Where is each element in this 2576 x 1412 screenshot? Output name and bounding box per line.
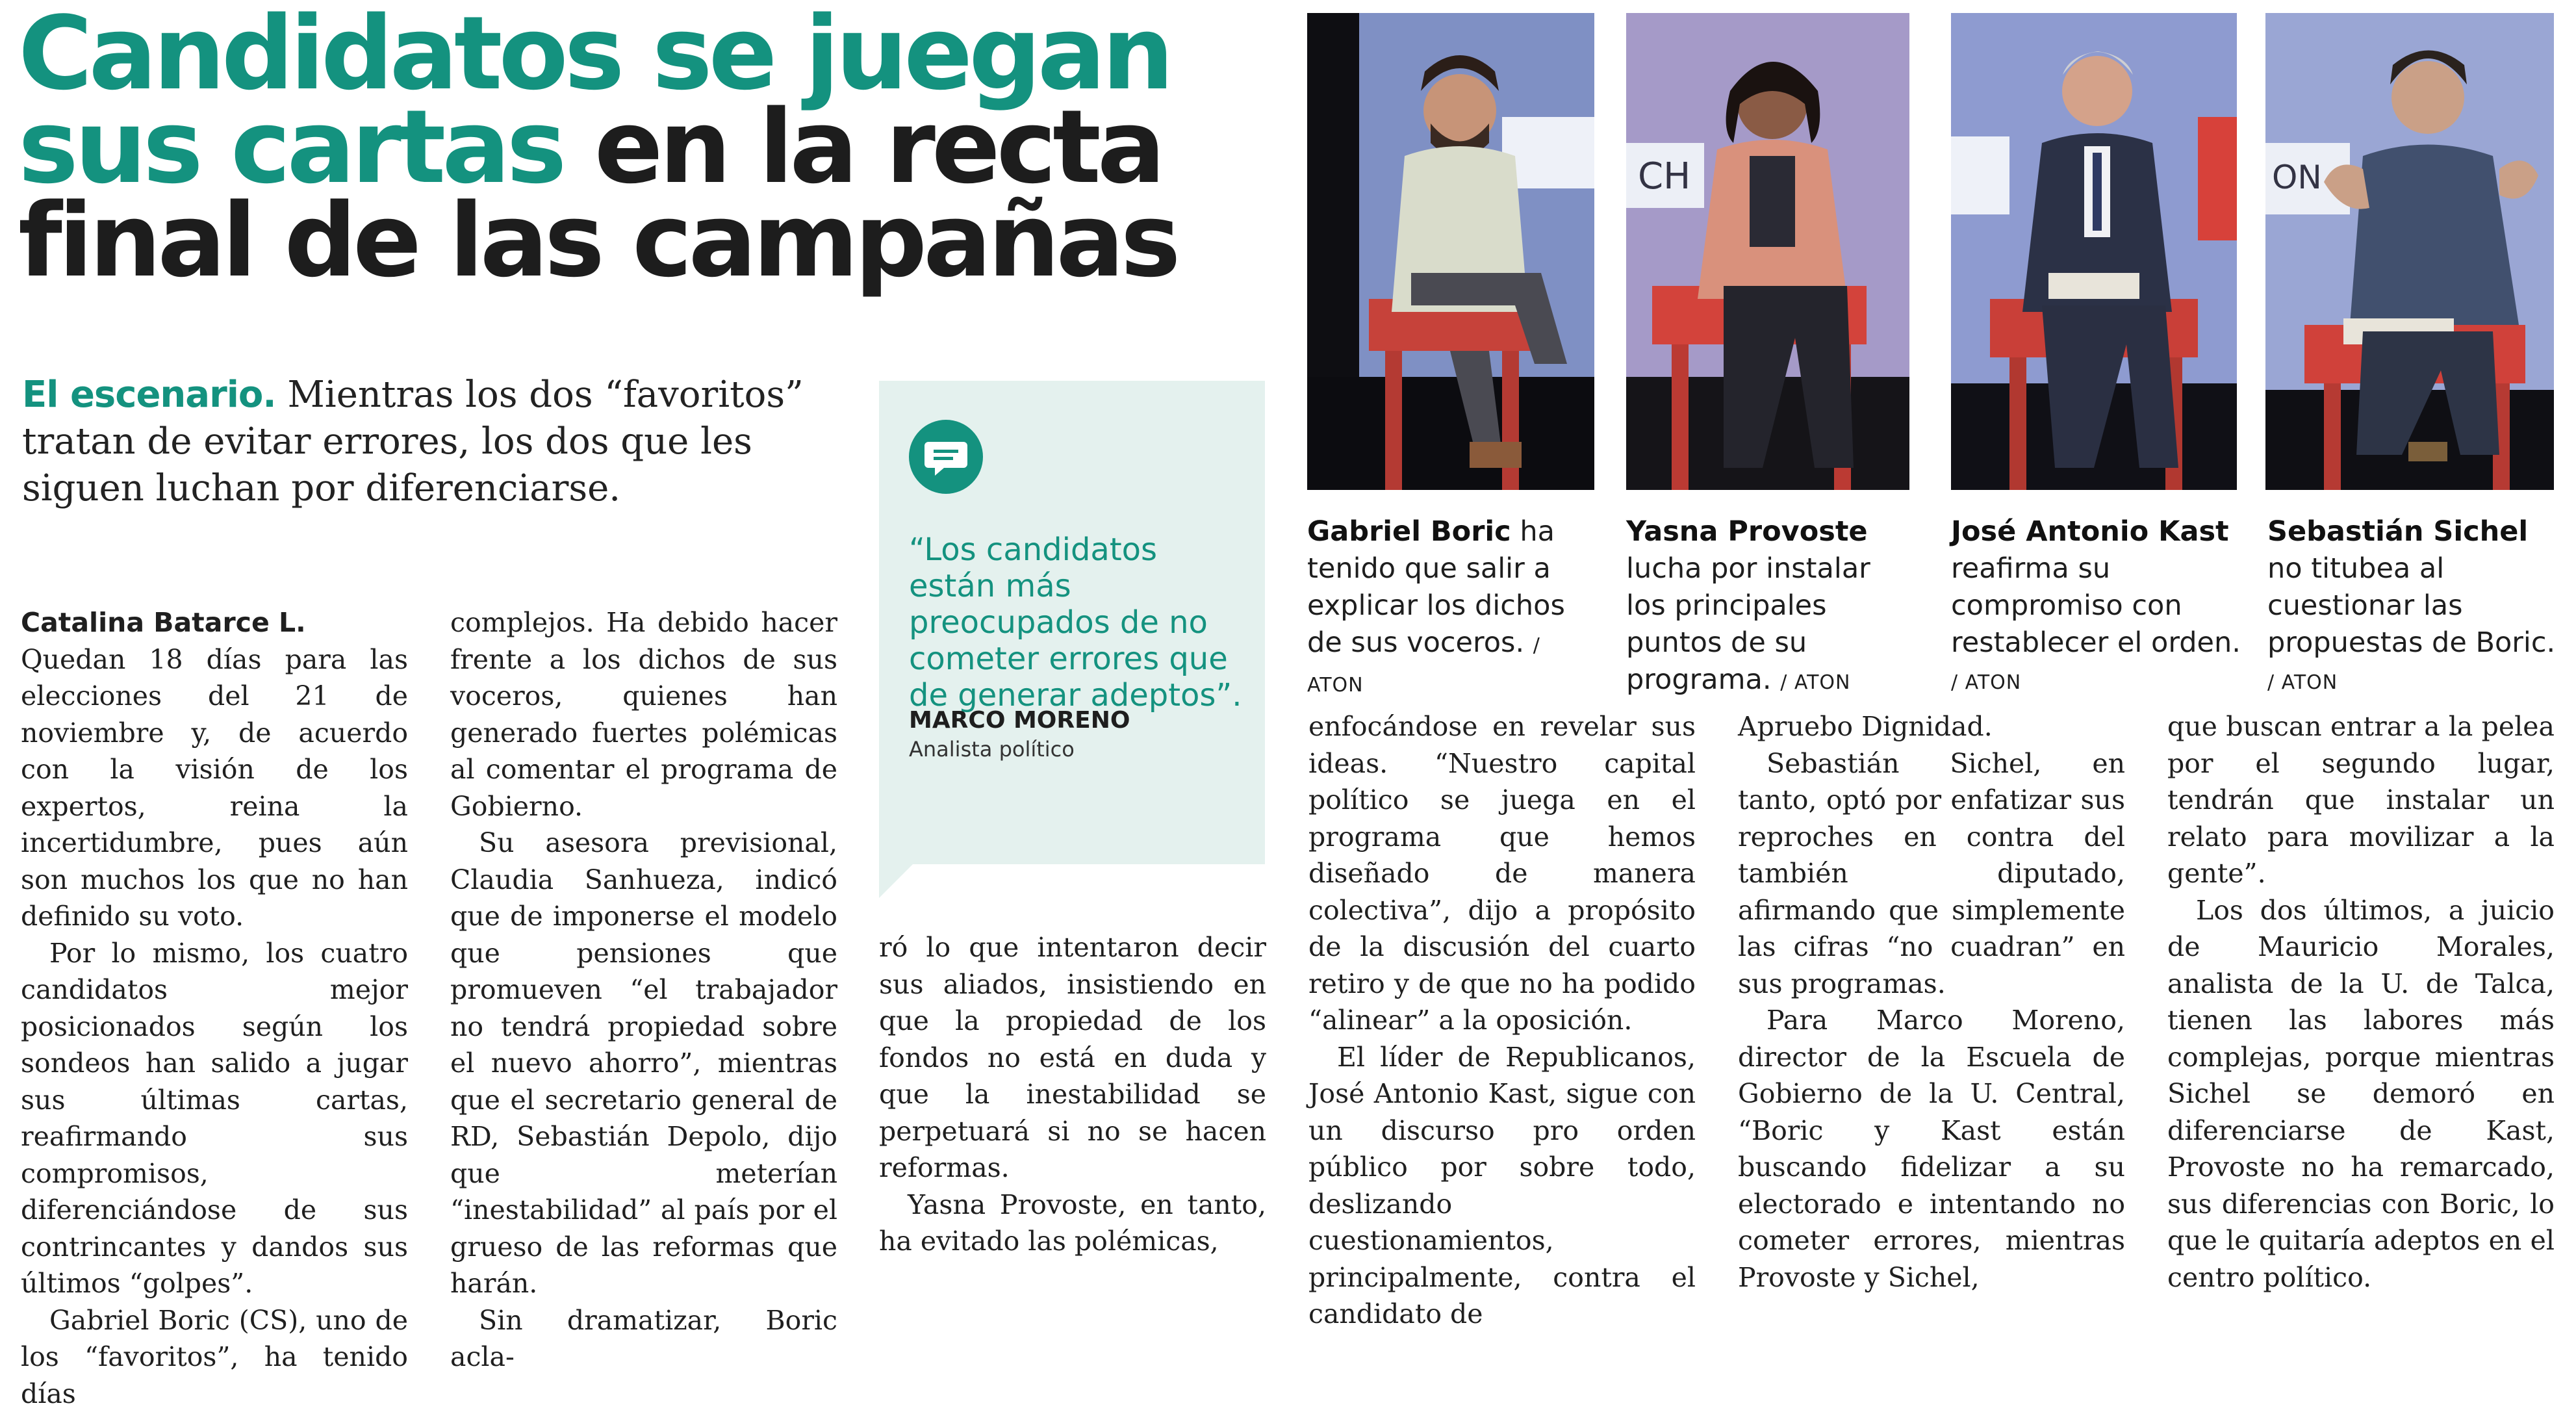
photo-gabriel-boric — [1307, 13, 1594, 490]
article-column-3 — [879, 929, 1266, 1260]
lead-paragraph — [22, 372, 834, 512]
caption-text: no titubea al cuestionar las propuestas de Boric. — [2267, 552, 2555, 659]
quote-notch — [879, 864, 913, 898]
headline — [18, 6, 1292, 287]
paragraph: enfocándose en revelar sus ideas. “Nuestro capital político se juega en el programa que hemos diseñado de manera colectiva”, dijo a propósito de la discusión del cuarto retiro y de que no ha podido “alinear” a la oposición. — [1308, 708, 1696, 1039]
article-column-6 — [2167, 708, 2555, 1296]
svg-text:CH: CH — [1638, 155, 1690, 198]
author-byline: Catalina Batarce L. — [21, 604, 408, 641]
article-column-4 — [1308, 708, 1696, 1333]
article-column-2 — [450, 604, 837, 1376]
paragraph: Por lo mismo, los cuatro candidatos mejor posicionados según los sondeos han salido a jugar sus últimas cartas, reafirmando sus compromisos, diferenciándose de sus contrincantes y dandos sus últimos “golpes”. — [21, 935, 408, 1302]
caption-sebastian-sichel — [2267, 513, 2557, 701]
paragraph: Los dos últimos, a juicio de Mauricio Morales, analista de la U. de Talca, tienen las labores más complejas, porque mientras Sichel se demoró en diferenciarse de Kast, Provoste no ha remarcado, sus diferencias con Boric, lo que le quitaría adeptos en el centro político. — [2167, 892, 2555, 1296]
paragraph: ró lo que intentaron decir sus aliados, insistiendo en que la propiedad de los fondos no está en duda y que la inestabilidad se perpetuará si no se hacen reformas. — [879, 929, 1266, 1187]
caption-name: Yasna Provoste — [1626, 515, 1868, 548]
svg-text:ON: ON — [2272, 159, 2322, 196]
caption-gabriel-boric — [1307, 513, 1601, 704]
photo-jose-antonio-kast — [1951, 13, 2237, 490]
photo-credit: / ATON — [1307, 634, 1540, 697]
pull-quote-text: “Los candidatos están más preocupados de no cometer errores que de generar adeptos”. — [909, 532, 1247, 713]
speech-bubble-icon — [909, 420, 983, 494]
paragraph: Sin dramatizar, Boric acla- — [450, 1302, 837, 1376]
paragraph: que buscan entrar a la pelea por el segundo lugar, tendrán que instalar un relato para movilizar a la gente”. — [2167, 708, 2555, 892]
caption-text: lucha por instalar los principales puntos de su programa. — [1626, 552, 1870, 696]
lead-kicker: El escenario. — [22, 374, 276, 416]
pull-quote-author: MARCO MORENO — [909, 707, 1130, 734]
caption-jose-antonio-kast — [1951, 513, 2245, 701]
headline-line-2: sus cartas en la recta — [18, 100, 1292, 194]
paragraph: Quedan 18 días para las elecciones del 21 de noviembre y, de acuerdo con la visión de los expertos, reina la incertidumbre, pues aún son muchos los que no han definido su voto. — [21, 641, 408, 935]
paragraph: Yasna Provoste, en tanto, ha evitado las polémicas, — [879, 1187, 1266, 1260]
paragraph: Apruebo Dignidad. — [1738, 708, 2125, 745]
photo-credit: / ATON — [1951, 671, 2021, 694]
photo-credit: / ATON — [2267, 671, 2338, 694]
photo-credit: / ATON — [1780, 671, 1850, 694]
lead-text: Mientras los dos “favoritos” tratan de evitar errores, los dos que les siguen luchan por diferenciarse. — [22, 374, 804, 509]
caption-text: reafirma su compromiso con restablecer el orden. — [1951, 552, 2241, 659]
pull-quote-box — [879, 381, 1265, 864]
caption-name: Gabriel Boric — [1307, 515, 1511, 548]
article-column-1 — [21, 604, 408, 1412]
paragraph: El líder de Republicanos, José Antonio Kast, sigue con un discurso pro orden público por sobre todo, deslizando cuestionamientos, principalmente, contra el candidato de — [1308, 1039, 1696, 1333]
headline-line-3: final de las campañas — [18, 194, 1292, 287]
photo-sebastian-sichel — [2265, 13, 2554, 490]
article-column-5 — [1738, 708, 2125, 1296]
headline-line-1: Candidatos se juegan — [18, 6, 1292, 100]
caption-name: Sebastián Sichel — [2267, 515, 2528, 548]
caption-text: ha tenido que salir a explicar los dichos de sus voceros. — [1307, 515, 1565, 659]
pull-quote-role: Analista político — [909, 737, 1075, 762]
caption-name: José Antonio Kast — [1951, 515, 2229, 548]
paragraph: Su asesora previsional, Claudia Sanhueza, indicó que de imponerse el modelo que pensiones que promueven “el trabajador no tendrá propiedad sobre el nuevo ahorro”, mientras que el secretario general de RD, Sebastián Depolo, dijo que meterían “inestabilidad” al país por el grueso de las reformas que harán. — [450, 825, 837, 1302]
paragraph: Para Marco Moreno, director de la Escuela de Gobierno de la U. Central, “Boric y Kast están buscando fidelizar a su electorado e intentando no cometer errores, mientras Provoste y Sichel, — [1738, 1002, 2125, 1296]
paragraph: Gabriel Boric (CS), uno de los “favoritos”, ha tenido días — [21, 1302, 408, 1412]
paragraph: complejos. Ha debido hacer frente a los dichos de sus voceros, quienes han generado fuertes polémicas al comentar el programa de Gobierno. — [450, 604, 837, 825]
caption-yasna-provoste — [1626, 513, 1916, 701]
paragraph: Sebastián Sichel, en tanto, optó por enfatizar sus reproches en contra del también diputado, afirmando que simplemente las cifras “no cuadran” en sus programas. — [1738, 745, 2125, 1003]
photo-yasna-provoste — [1626, 13, 1909, 490]
